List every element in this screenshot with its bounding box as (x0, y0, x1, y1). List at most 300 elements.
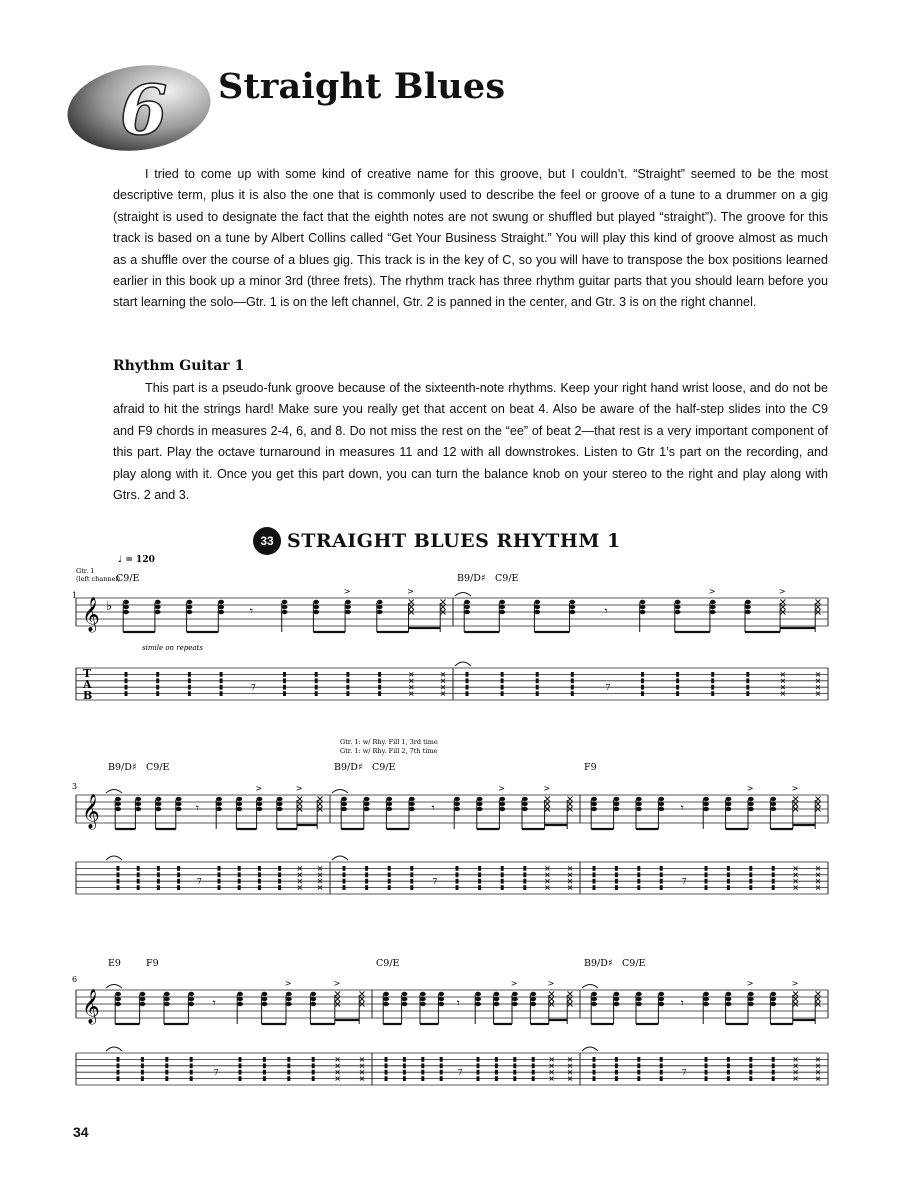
tab-fret (385, 1070, 388, 1075)
tab-fret (239, 1057, 242, 1062)
tab-fret (258, 879, 261, 884)
notehead (286, 997, 292, 1001)
notehead (748, 997, 754, 1001)
tab-fret (501, 872, 504, 877)
tab-fret (532, 1076, 535, 1081)
notehead (420, 992, 426, 996)
notehead (770, 797, 776, 801)
tab-fret (727, 866, 730, 871)
tab-fret (403, 1063, 406, 1068)
notehead (261, 992, 267, 996)
fill-label: Gtr. 1: w/ Rhy. Fill 1, 3rd time (340, 738, 438, 746)
notehead (591, 802, 597, 806)
notehead (725, 807, 731, 811)
tab-rest: 7 (457, 1068, 463, 1077)
tab-fret (238, 885, 241, 890)
tab-fret (220, 672, 223, 677)
tab-fret (165, 1063, 168, 1068)
tab-fret (749, 885, 752, 890)
tab-fret (593, 866, 596, 871)
notehead (277, 797, 283, 801)
notehead (277, 802, 283, 806)
tab-fret (523, 872, 526, 877)
tab-fret (283, 678, 286, 683)
slide-arc (455, 593, 471, 597)
notehead (236, 807, 242, 811)
notehead (256, 797, 262, 801)
notehead (186, 610, 192, 614)
tab-fret (477, 1076, 480, 1081)
tab-fret (278, 872, 281, 877)
tab-fret (312, 1057, 315, 1062)
tab-fret (117, 872, 120, 877)
tab-fret (403, 1076, 406, 1081)
notehead (569, 605, 575, 609)
notehead (745, 610, 751, 614)
accent-mark: > (746, 784, 754, 793)
tab-fret (117, 866, 120, 871)
accent-mark: > (343, 587, 351, 596)
tab-fret (239, 1063, 242, 1068)
page-number: 34 (73, 1124, 89, 1140)
tab-fret (440, 1063, 443, 1068)
tab-fret (641, 672, 644, 677)
section-heading: Rhythm Guitar 1 (113, 358, 245, 374)
muted-note (793, 992, 798, 997)
tab-fret (137, 885, 140, 890)
tab-fret (660, 885, 663, 890)
notehead (164, 1002, 170, 1006)
tab-fret (705, 1057, 708, 1062)
muted-note (318, 797, 323, 802)
tab-fret (727, 1057, 730, 1062)
tab-fret (125, 672, 128, 677)
notehead (313, 600, 319, 604)
tab-fret (218, 885, 221, 890)
tab-fret (536, 685, 539, 690)
notehead (286, 992, 292, 996)
tab-fret (532, 1070, 535, 1075)
notehead (636, 807, 642, 811)
tab-fret (477, 1057, 480, 1062)
tab-fret (343, 879, 346, 884)
tab-fret (315, 672, 318, 677)
rest-icon: 𝄾 (456, 996, 460, 1010)
tab-fret (258, 885, 261, 890)
tab-fret (220, 685, 223, 690)
chord-symbol: F9 (146, 958, 159, 969)
notehead (748, 1002, 754, 1006)
tab-fret (532, 1063, 535, 1068)
tab-fret (188, 672, 191, 677)
tab-fret (593, 872, 596, 877)
guitar-label: Gtr. 1 (76, 567, 95, 575)
slide-arc (106, 985, 122, 989)
notehead (522, 797, 528, 801)
tab-fret (772, 872, 775, 877)
tab-fret (440, 1057, 443, 1062)
accent-mark: > (407, 587, 415, 596)
tab-fret (440, 1070, 443, 1075)
tab-fret (466, 691, 469, 696)
notehead (409, 802, 415, 806)
tab-fret (238, 879, 241, 884)
notehead (703, 807, 709, 811)
tab-fret (746, 678, 749, 683)
notehead (313, 605, 319, 609)
rest-icon: 𝄾 (431, 801, 435, 815)
tab-fret (117, 1057, 120, 1062)
tab-fret (523, 885, 526, 890)
intro-text: I tried to come up with some kind of creative name for this groove, but I couldn’t. “Straight” seemed to be the most descriptive term, plus it is also the one that is commonly used to describe the feel or groove of a tune to a drummer on a gig (straight is used to designate the fact that the eighth notes are not swung or shuffled but played “straight”). The groove for this track is based on a tune by Albert Collins called “Get Your Business Straight.” You will play this kind of groove almost as much as a shuffle over the course of a blues gig. This track is in the key of C, so you will have to transpose the box positions learned earlier in this book up a minor 3rd (three frets). The rhythm track has three rhythm guitar parts that you should learn before you start learning the solo—Gtr. 1 is on the left channel, Gtr. 2 is panned in the center, and Gtr. 3 is on the right channel. (113, 167, 828, 310)
tab-rest: 7 (213, 1068, 219, 1077)
tab-fret (727, 1070, 730, 1075)
tab-fret (478, 885, 481, 890)
notehead (534, 600, 540, 604)
tempo-marking: ♩ = 120 (118, 555, 155, 565)
notehead (139, 997, 145, 1001)
tab-fret (263, 1070, 266, 1075)
notehead (636, 1002, 642, 1006)
notehead (770, 802, 776, 806)
treble-clef-icon: 𝄞 (82, 597, 100, 632)
tab-fret (238, 872, 241, 877)
notehead (613, 807, 619, 811)
tab-fret (637, 1070, 640, 1075)
tab-fret (513, 1063, 516, 1068)
rest-icon: 𝄾 (680, 801, 684, 815)
tab-fret (385, 1076, 388, 1081)
notehead (188, 992, 194, 996)
muted-note (335, 992, 340, 997)
notehead (115, 797, 121, 801)
tab-fret (239, 1076, 242, 1081)
notehead (176, 797, 182, 801)
notehead (499, 802, 505, 806)
notehead (569, 610, 575, 614)
slide-arc (455, 662, 471, 666)
notehead (512, 992, 518, 996)
tab-fret (772, 1070, 775, 1075)
measure-number: 3 (72, 782, 78, 791)
tab-fret (410, 872, 413, 877)
notehead (409, 797, 415, 801)
tab-fret (125, 678, 128, 683)
notehead (236, 797, 242, 801)
notehead (401, 1002, 407, 1006)
notehead (770, 997, 776, 1001)
tab-fret (346, 678, 349, 683)
tab-fret (456, 866, 459, 871)
tab-fret (403, 1070, 406, 1075)
tab-fret (378, 672, 381, 677)
notehead (277, 807, 283, 811)
notehead (703, 992, 709, 996)
tab-fret (421, 1063, 424, 1068)
tab-fret (165, 1057, 168, 1062)
notehead (591, 807, 597, 811)
tab-fret (637, 872, 640, 877)
tab-fret (711, 691, 714, 696)
notehead (377, 610, 383, 614)
notehead (658, 992, 664, 996)
tab-fret (593, 1063, 596, 1068)
notehead (710, 605, 716, 609)
notehead (364, 797, 370, 801)
tab-fret (263, 1076, 266, 1081)
tab-fret (615, 866, 618, 871)
tab-fret (727, 872, 730, 877)
notehead (341, 802, 347, 806)
tab-fret (705, 885, 708, 890)
tab-fret (278, 879, 281, 884)
notehead (710, 600, 716, 604)
notehead (748, 807, 754, 811)
notehead (464, 605, 470, 609)
tab-fret (410, 879, 413, 884)
notehead (522, 802, 528, 806)
tab-fret (478, 866, 481, 871)
tab-fret (220, 678, 223, 683)
notehead (636, 992, 642, 996)
tab-fret (772, 1063, 775, 1068)
notehead (401, 997, 407, 1001)
notehead (256, 802, 262, 806)
notehead (703, 997, 709, 1001)
slide-arc (106, 856, 122, 860)
notehead (591, 997, 597, 1001)
rest-icon: 𝄾 (680, 996, 684, 1010)
tab-fret (711, 672, 714, 677)
tab-fret (727, 1076, 730, 1081)
notehead (310, 997, 316, 1001)
notehead (770, 1002, 776, 1006)
tab-fret (117, 879, 120, 884)
tab-fret (593, 1057, 596, 1062)
tab-fret (156, 672, 159, 677)
slide-arc (332, 790, 348, 794)
accent-mark: > (295, 784, 303, 793)
tab-fret (365, 885, 368, 890)
tab-fret (772, 885, 775, 890)
tab-fret (593, 1076, 596, 1081)
tab-fret (501, 885, 504, 890)
tab-fret (239, 1070, 242, 1075)
tab-fret (571, 678, 574, 683)
tab-fret (410, 885, 413, 890)
notehead (477, 797, 483, 801)
tab-fret (466, 678, 469, 683)
tab-fret (440, 1076, 443, 1081)
notehead (534, 605, 540, 609)
tab-fret (157, 866, 160, 871)
notehead (115, 807, 121, 811)
accent-mark: > (255, 784, 263, 793)
notehead (310, 1002, 316, 1006)
notehead (636, 797, 642, 801)
notehead (658, 797, 664, 801)
notehead (216, 802, 222, 806)
tab-fret (501, 678, 504, 683)
tab-fret (571, 685, 574, 690)
notehead (464, 600, 470, 604)
tab-fret (258, 866, 261, 871)
tab-fret (421, 1057, 424, 1062)
notehead (658, 807, 664, 811)
rest-icon: 𝄾 (195, 801, 200, 815)
notehead (493, 1002, 499, 1006)
accent-mark: > (791, 979, 799, 988)
tab-fret (641, 691, 644, 696)
notehead (493, 992, 499, 996)
rest-icon: 𝄾 (212, 996, 216, 1010)
notehead (475, 997, 481, 1001)
tab-fret (385, 1063, 388, 1068)
slide-arc (582, 985, 598, 989)
tab-fret (343, 872, 346, 877)
chord-symbol: F9 (584, 762, 597, 773)
notehead (530, 997, 536, 1001)
fill-label: Gtr. 1: w/ Rhy. Fill 2, 7th time (340, 747, 438, 755)
tab-fret (378, 691, 381, 696)
chord-symbol: C9/E (146, 762, 170, 773)
tab-fret (188, 691, 191, 696)
rhythm-text: This part is a pseudo-funk groove because of the sixteenth-note rhythms. Keep your right hand wrist loose, and do not be afraid to hit the strings hard! Make sure you really get that accent on beat 4. Also be aware of the half-step slides into the C9 and F9 chords in measures 2-4, 6, and 8. Do not miss the rest on the “ee” of beat 2—that rest is a very important component of this part. Play the octave turnaround in measures 11 and 12 with all downstrokes. Listen to Gtr 1’s part on the recording, and play along with it. Once you get this part down, you can turn the balance knob on your stereo to the right and play along with Gtrs. 2 and 3. (113, 381, 828, 503)
tab-fret (188, 678, 191, 683)
tab-fret (637, 866, 640, 871)
notehead (420, 997, 426, 1001)
notehead (409, 807, 415, 811)
tab-fret (727, 879, 730, 884)
notehead (522, 807, 528, 811)
chord-symbol: C9/E (622, 958, 646, 969)
notehead (135, 802, 141, 806)
notehead (139, 992, 145, 996)
muted-note (545, 797, 550, 802)
tab-fret (772, 1057, 775, 1062)
tab-fret (637, 1063, 640, 1068)
tab-fret (746, 672, 749, 677)
tab-fret (388, 866, 391, 871)
chord-symbol: C9/E (495, 573, 519, 584)
muted-note (409, 600, 414, 605)
notehead (725, 992, 731, 996)
tab-fret (258, 872, 261, 877)
tab-fret (660, 1076, 663, 1081)
tab-fret (117, 1063, 120, 1068)
notehead (499, 610, 505, 614)
tab-fret (403, 1057, 406, 1062)
tab-fret (218, 872, 221, 877)
tab-fret (346, 672, 349, 677)
tab-fret (220, 691, 223, 696)
tab-fret (641, 678, 644, 683)
simile-marking: simile on repeats (142, 644, 203, 652)
accent-mark: > (746, 979, 754, 988)
tab-letter: T (83, 667, 92, 680)
notehead (286, 1002, 292, 1006)
notehead (420, 1002, 426, 1006)
notehead (770, 807, 776, 811)
notehead (640, 600, 646, 604)
tab-fret (378, 685, 381, 690)
tab-fret (501, 691, 504, 696)
tab-fret (190, 1076, 193, 1081)
tab-fret (523, 879, 526, 884)
tab-fret (593, 885, 596, 890)
notehead (386, 807, 392, 811)
tab-fret (749, 1057, 752, 1062)
notehead (613, 802, 619, 806)
tab-fret (141, 1076, 144, 1081)
tab-fret (117, 1070, 120, 1075)
chapter-title: Straight Blues (218, 66, 506, 107)
tab-fret (421, 1076, 424, 1081)
tab-fret (141, 1057, 144, 1062)
notehead (770, 992, 776, 996)
slide-arc (332, 856, 348, 860)
tab-fret (676, 678, 679, 683)
tab-fret (705, 872, 708, 877)
notehead (115, 997, 121, 1001)
tab-fret (615, 872, 618, 877)
tab-fret (705, 1070, 708, 1075)
tab-fret (536, 672, 539, 677)
notehead (164, 992, 170, 996)
notehead (139, 1002, 145, 1006)
tab-fret (477, 1070, 480, 1075)
notehead (155, 797, 161, 801)
accent-mark: > (547, 979, 555, 988)
notehead (569, 600, 575, 604)
tab-fret (772, 879, 775, 884)
tab-fret (637, 1076, 640, 1081)
notehead (123, 605, 129, 609)
tab-fret (263, 1057, 266, 1062)
tab-letter: B (83, 689, 93, 702)
notehead (640, 605, 646, 609)
muted-note (297, 797, 302, 802)
notehead (438, 1002, 444, 1006)
tab-fret (287, 1063, 290, 1068)
notehead (115, 802, 121, 806)
muted-note (816, 600, 821, 605)
tab-fret (641, 685, 644, 690)
tab-fret (615, 1070, 618, 1075)
tab-fret (177, 879, 180, 884)
tab-fret (513, 1076, 516, 1081)
tab-fret (532, 1057, 535, 1062)
notehead (512, 997, 518, 1001)
notehead (748, 802, 754, 806)
tab-fret (571, 672, 574, 677)
notehead (186, 605, 192, 609)
tab-fret (312, 1063, 315, 1068)
notehead (256, 807, 262, 811)
tab-fret (501, 866, 504, 871)
tab-fret (593, 1070, 596, 1075)
tab-fret (501, 672, 504, 677)
rest-icon: 𝄾 (604, 604, 608, 618)
tab-fret (749, 1063, 752, 1068)
tab-fret (513, 1057, 516, 1062)
notehead (155, 600, 161, 604)
notehead (188, 1002, 194, 1006)
tab-fret (749, 1070, 752, 1075)
notehead (345, 600, 351, 604)
muted-note (360, 992, 365, 997)
tab-fret (749, 866, 752, 871)
